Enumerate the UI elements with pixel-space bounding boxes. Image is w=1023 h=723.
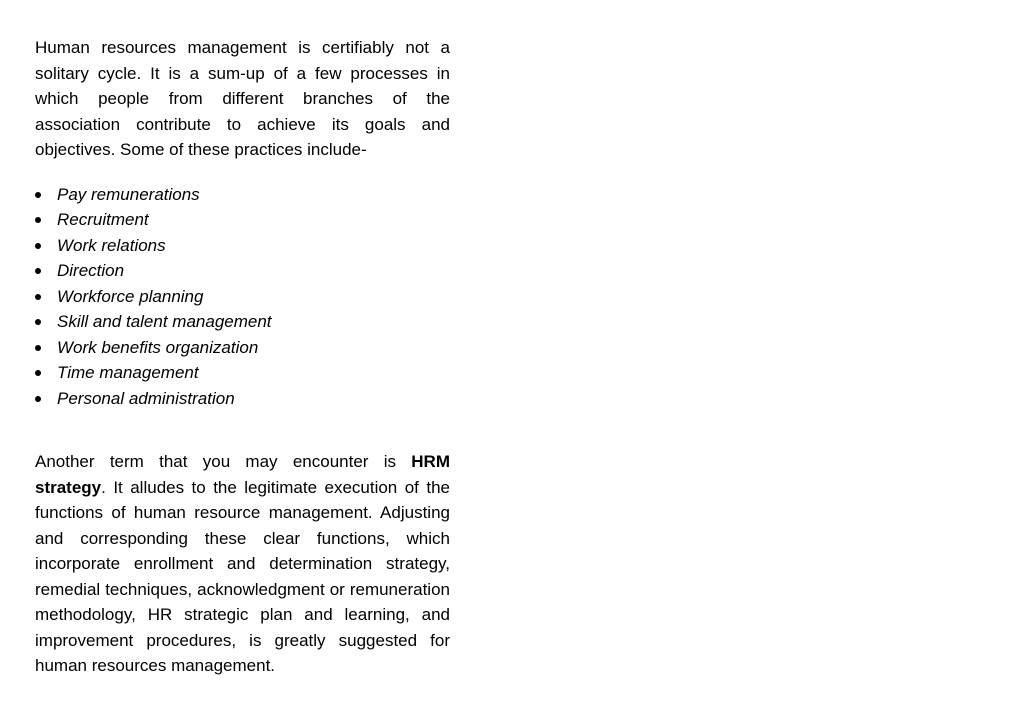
intro-paragraph: Human resources management is certifiably not a solitary cycle. It is a sum-up of a few processes in which people from different branches of the association contribute to achieve its goals and objectives. Some of these practices include- <box>35 38 450 159</box>
strategy-term: HRM strategy <box>35 452 450 497</box>
list-item-text: Personal administration <box>57 388 235 408</box>
strategy-paragraph <box>35 449 450 679</box>
list-item <box>35 309 450 335</box>
bullet-icon <box>35 192 41 198</box>
bullet-icon <box>35 319 41 325</box>
list-item-text: Skill and talent management <box>57 312 272 331</box>
list-item <box>35 207 450 233</box>
bullet-icon <box>35 345 41 351</box>
bullet-icon <box>35 396 41 402</box>
strategy-body-text: . It alludes to the legitimate execution of the functions of human resource management. Adjusting and corresponding these clear functions, which incorporate enrollment and determination strategy, remedial techniques, acknowledgment or remuneration methodology, HR strategic plan and learning, and improvement procedures, is greatly suggested for human resources management. <box>35 477 450 675</box>
list-item-text: Work relations <box>57 235 166 255</box>
list-item-text: Recruitment <box>57 210 149 229</box>
bullet-icon <box>35 370 41 376</box>
list-item-text: Pay remunerations <box>57 184 200 204</box>
strategy-lead-text: Another term that you may encounter is <box>35 452 412 471</box>
bullet-icon <box>35 268 41 274</box>
bullet-icon <box>35 217 41 223</box>
document-body <box>35 35 450 679</box>
list-item-text: Work benefits organization <box>57 337 259 357</box>
practices-list <box>35 182 450 412</box>
list-item <box>35 182 450 208</box>
list-item <box>35 360 450 386</box>
list-item <box>35 335 450 361</box>
list-item <box>35 284 450 310</box>
list-item <box>35 233 450 259</box>
list-item-text: Direction <box>57 261 125 280</box>
bullet-icon <box>35 294 41 300</box>
list-item <box>35 258 450 284</box>
bullet-icon <box>35 243 41 249</box>
list-item-text: Time management <box>57 363 199 382</box>
list-item-text: Workforce planning <box>57 286 204 306</box>
list-item <box>35 386 450 412</box>
